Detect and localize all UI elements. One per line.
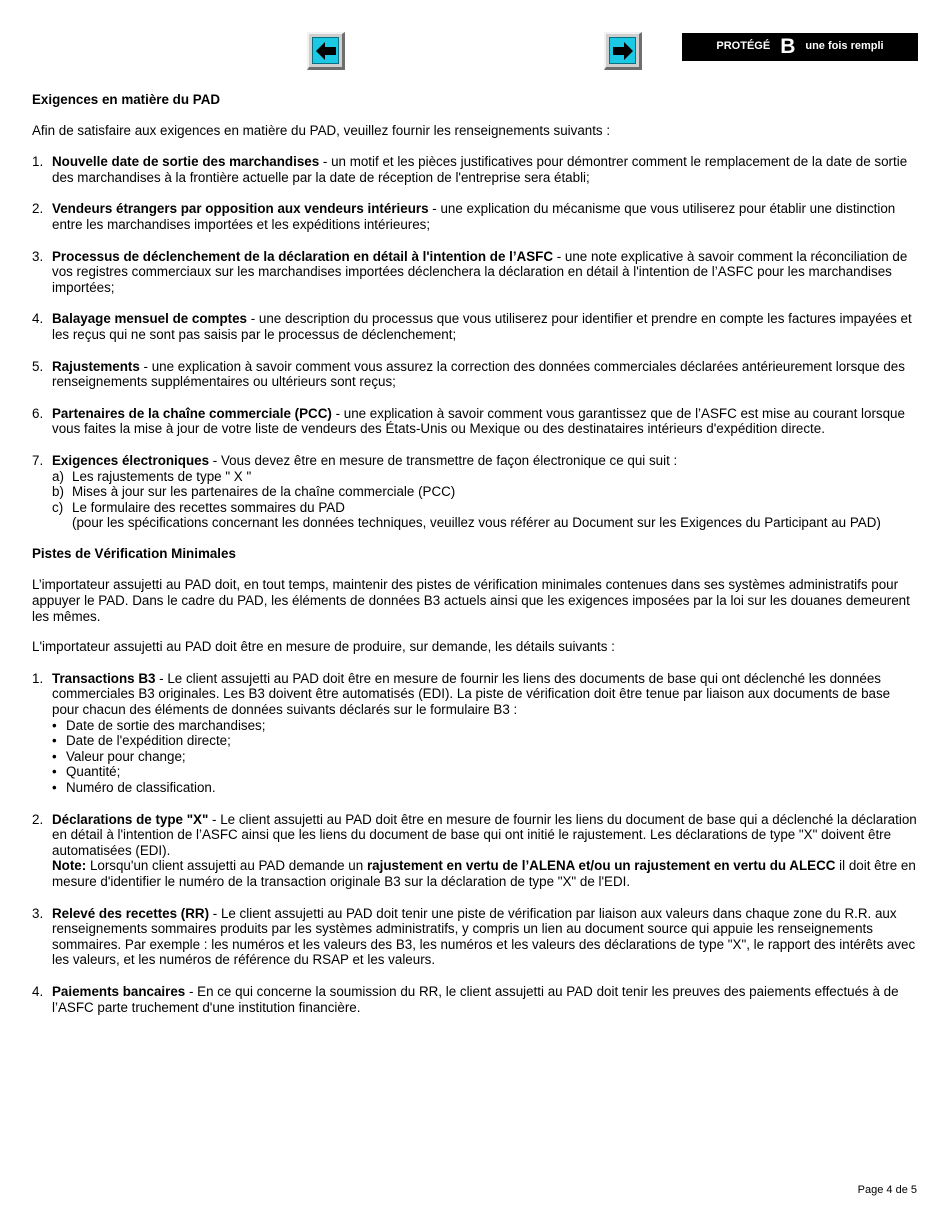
badge-prefix: PROTÉGÉ [716, 40, 771, 53]
item-text: - Le client assujetti au PAD doit être en mesure de fournir les liens du document de base qui a déclenché la déclaration en détail à l'intention de l’ASFC ainsi que les liens du document de base qui ont initié le rajustement. Les déclarations de type "X" doivent être automatisées (EDI). [52, 811, 917, 858]
audit-para1: L’importateur assujetti au PAD doit, en tout temps, maintenir des pistes de vérification minimales contenues dans ses systèmes administratifs pour appuyer le PAD. Dans le cadre du PAD, les éléments de données B3 actuels ainsi que les exigences imposées par la loi sur les douanes demeurent les mêmes. [32, 577, 910, 624]
sub-text: Les rajustements de type " X " [72, 468, 252, 484]
x-note: Note: Lorsqu'un client assujetti au PAD demande un rajustement en vertu de l’ALENA et/ou un rajustement en vertu du ALECC il doit être en mesure d'identifier le numéro de la transaction originale B3 sur la déclaration de type "X" de l'EDI. [52, 858, 916, 889]
item-title: Rajustements [52, 358, 140, 374]
audit-heading: Pistes de Vérification Minimales [32, 545, 236, 561]
item-number: 2. [32, 201, 44, 217]
sub-letter: c) [52, 499, 64, 515]
item-title: Déclarations de type "X" [52, 811, 209, 827]
next-page-button[interactable] [604, 32, 642, 70]
item-number: 2. [32, 811, 44, 827]
item-number: 4. [32, 311, 44, 327]
item-title: Exigences électroniques [52, 452, 210, 468]
audit-item-bank [32, 984, 920, 1015]
item-text: - une explication à savoir comment vous garantissez que de l’ASFC est mise au courant lorsque vous faites la mise à jour de votre liste de vendeurs des États-Unis ou Mexique ou des destinataires intérieurs d'expédition directe. [52, 405, 905, 437]
sub-item [52, 484, 920, 500]
item-text: - un motif et les pièces justificatives pour démontrer comment le remplacement de la date de sortie des marchandises à la frontière actuelle par la date de réception de l'entreprise sera établi; [52, 154, 908, 185]
item-number: 4. [32, 983, 44, 999]
item-number: 5. [32, 358, 44, 374]
item-number: 1. [32, 670, 44, 686]
item-title: Vendeurs étrangers par opposition aux vendeurs intérieurs [52, 201, 429, 217]
audit-item-b3 [32, 671, 920, 796]
bullet-icon: • [52, 748, 57, 764]
item-text: - une explication du mécanisme que vous utiliserez pour établir une distinction entre les marchandises importées et les expéditions intérieures; [52, 201, 896, 232]
audit-item-rr [32, 906, 920, 968]
arrow-left-icon [312, 37, 339, 64]
item-number: 3. [32, 905, 44, 921]
b3-bullet-list [52, 718, 920, 796]
item-title: Relevé des recettes (RR) [52, 905, 210, 921]
bullet-icon: • [52, 717, 57, 733]
pad-item [32, 154, 920, 185]
bullet-item: • Date de sortie des marchandises; [52, 717, 266, 733]
item-title: Balayage mensuel de comptes [52, 311, 247, 327]
item-number: 6. [32, 405, 44, 421]
audit-item-x [32, 812, 920, 890]
pad-item [32, 249, 920, 296]
item-title: Nouvelle date de sortie des marchandises [52, 154, 320, 170]
previous-page-button[interactable] [307, 32, 345, 70]
page-content [32, 92, 920, 1015]
page-number: Page 4 de 5 [857, 1184, 917, 1196]
sub-letter: b) [52, 484, 64, 500]
audit-para2: L'importateur assujetti au PAD doit être en mesure de produire, sur demande, les détails suivants : [32, 639, 615, 655]
item-number: 7. [32, 452, 44, 468]
electronic-sublist [32, 469, 920, 531]
sub-item [52, 469, 920, 485]
arrow-right-icon [609, 37, 636, 64]
item-text: - une note explicative à savoir comment la réconciliation de vos registres commerciaux sur les marchandises importées déclenchera la déclaration en détail à l'intention de l’ASFC pour les marchandises importées; [52, 248, 908, 295]
spec-note: (pour les spécifications concernant les données techniques, veuillez vous référer au Document sur les Exigences du Participant au PAD) [72, 515, 881, 531]
bullet-icon: • [52, 764, 57, 780]
item-number: 3. [32, 248, 44, 264]
badge-suffix: une fois rempli [805, 40, 884, 53]
pad-item [32, 406, 920, 437]
item-text: - En ce qui concerne la soumission du RR, le client assujetti au PAD doit tenir les preuves des paiements effectués à de l’ASFC parte truchement d'une institution financière. [52, 983, 899, 1015]
bullet-item: • Numéro de classification. [52, 780, 216, 795]
pad-list [32, 154, 920, 531]
note-label: Note: [52, 858, 87, 874]
sub-text: Mises à jour sur les partenaires de la chaîne commerciale (PCC) [72, 484, 456, 500]
bullet-icon: • [52, 780, 57, 795]
bullet-item: • Valeur pour change; [52, 748, 186, 764]
sub-letter: a) [52, 468, 64, 484]
pad-item [32, 201, 920, 232]
item-title: Transactions B3 [52, 670, 156, 686]
item-text: - Le client assujetti au PAD doit être en mesure de fournir les liens des documents de base qui ont déclenché les données commerciales B3 originales. Les B3 doivent être automatisés (EDI). La piste de vérification doit être tenue par liaison aux documents de base pour chacun des éléments de données suivants déclarés sur le formulaire B3 : [52, 670, 891, 718]
item-text: - Le client assujetti au PAD doit tenir une piste de vérification par liaison aux valeurs dans chaque zone du R.R. aux renseignements sommaires produits par les systèmes administratifs, y compris un lien au document source qui appuie les renseignements sommaires. Par exemple : les numéros et les valeurs des B3, les numéros et les valeurs des déclarations de type "X", le rapport des intérêts avec les valeurs, et les numéros de référence du RSAP et les valeurs. [52, 905, 916, 968]
protected-b-badge [682, 33, 918, 61]
item-title: Processus de déclenchement de la déclaration en détail à l'intention de l’ASFC [52, 248, 554, 264]
pad-item [32, 359, 920, 390]
item-text: - Vous devez être en mesure de transmettre de façon électronique ce qui suit : [209, 452, 678, 468]
sub-item [52, 500, 920, 516]
pad-item-electronic [32, 453, 920, 469]
item-title: Partenaires de la chaîne commerciale (PCC) [52, 405, 332, 421]
bullet-item: • Date de l'expédition directe; [52, 733, 231, 749]
pad-item [32, 311, 920, 342]
note-emphasis: rajustement en vertu de l’ALENA et/ou un rajustement en vertu du ALECC [366, 858, 836, 874]
item-text: - une description du processus que vous utiliserez pour identifier et prendre en compte les factures impayées et les reçus qui ne sont pas saisis par le processus de déclenchement; [52, 311, 912, 342]
badge-letter: B [780, 35, 796, 59]
pad-heading: Exigences en matière du PAD [32, 92, 221, 107]
pad-intro: Afin de satisfaire aux exigences en matière du PAD, veuillez fournir les renseignements suivants : [32, 122, 611, 138]
bullet-item: • Quantité; [52, 764, 121, 780]
bullet-icon: • [52, 733, 57, 749]
item-text: - une explication à savoir comment vous assurez la correction des données commerciales déclarées antérieurement lorsque des renseignements supplémentaires ou ultérieurs sont reçus; [52, 358, 905, 390]
item-title: Paiements bancaires [52, 983, 186, 999]
sub-text: Le formulaire des recettes sommaires du PAD [72, 499, 345, 515]
item-number: 1. [32, 154, 44, 170]
